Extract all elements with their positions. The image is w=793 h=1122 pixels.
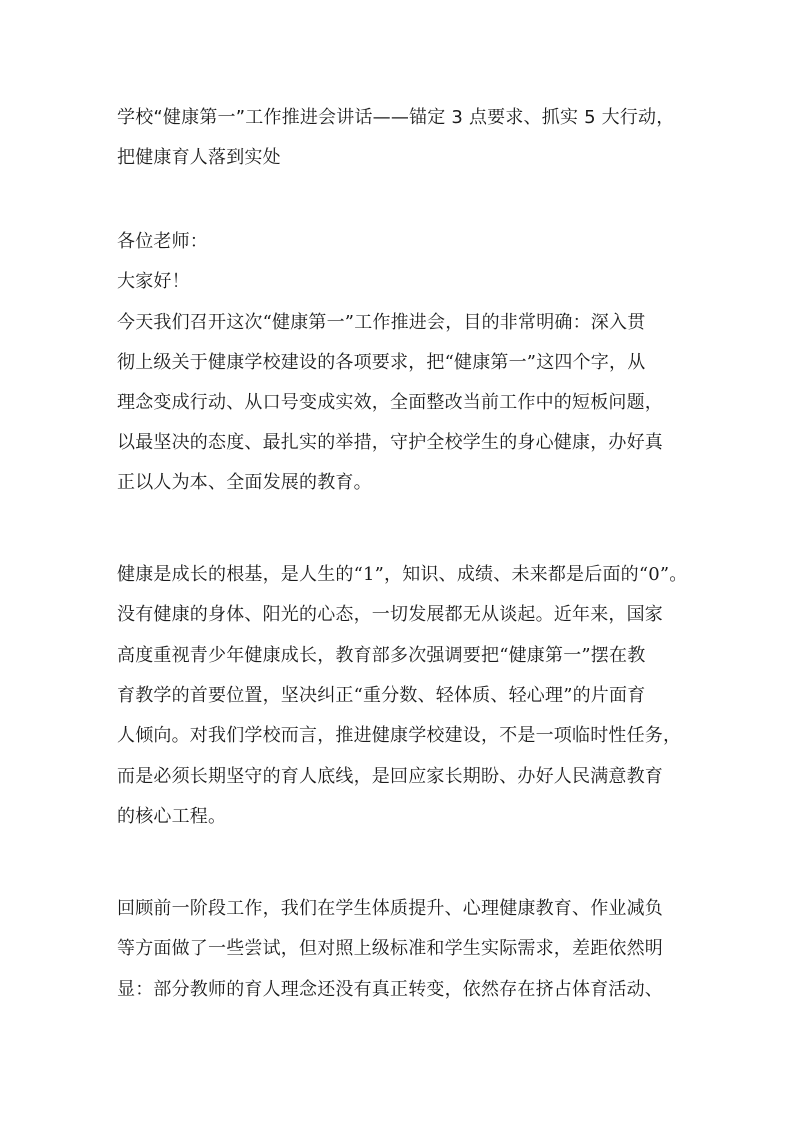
paragraph-line: 显：部分教师的育人理念还没有真正转变，依然存在挤占体育活动、 (117, 979, 663, 1000)
paragraph-line: 育教学的首要位置，坚决纠正“重分数、轻体质、轻心理”的片面育 (117, 685, 646, 706)
paragraph-line: 彻上级关于健康学校建设的各项要求，把“健康第一”这四个字，从 (117, 352, 646, 373)
document-title-line-2: 把健康育人落到实处 (117, 147, 281, 168)
salutation: 各位老师： (117, 231, 208, 252)
document-title-line-1: 学校“健康第一”工作推进会讲话——锚定 3 点要求、抓实 5 大行动， (117, 107, 675, 128)
paragraph-line: 而是必须长期坚守的育人底线，是回应家长期盼、办好人民满意教育 (117, 766, 663, 787)
paragraph-line: 健康是成长的根基，是人生的“1”，知识、成绩、未来都是后面的“0”。 (117, 564, 688, 585)
paragraph-line: 理念变成行动、从口号变成实效，全面整改当前工作中的短板问题， (117, 392, 663, 413)
paragraph-line: 人倾向。对我们学校而言，推进健康学校建设，不是一项临时性任务， (117, 725, 682, 746)
paragraph-line: 的核心工程。 (117, 806, 227, 827)
paragraph-line: 回顾前一阶段工作，我们在学生体质提升、心理健康教育、作业减负 (117, 898, 663, 919)
paragraph-line: 高度重视青少年健康成长，教育部多次强调要把“健康第一”摆在教 (117, 645, 646, 666)
paragraph-line: 正以人为本、全面发展的教育。 (117, 472, 372, 493)
paragraph-line: 以最坚决的态度、最扎实的举措，守护全校学生的身心健康，办好真 (117, 432, 663, 453)
paragraph-line: 没有健康的身体、阳光的心态，一切发展都无从谈起。近年来，国家 (117, 604, 663, 625)
greeting: 大家好！ (117, 271, 190, 292)
paragraph-line: 今天我们召开这次“健康第一”工作推进会，目的非常明确：深入贯 (117, 312, 646, 333)
paragraph-line: 等方面做了一些尝试，但对照上级标准和学生实际需求，差距依然明 (117, 938, 663, 959)
